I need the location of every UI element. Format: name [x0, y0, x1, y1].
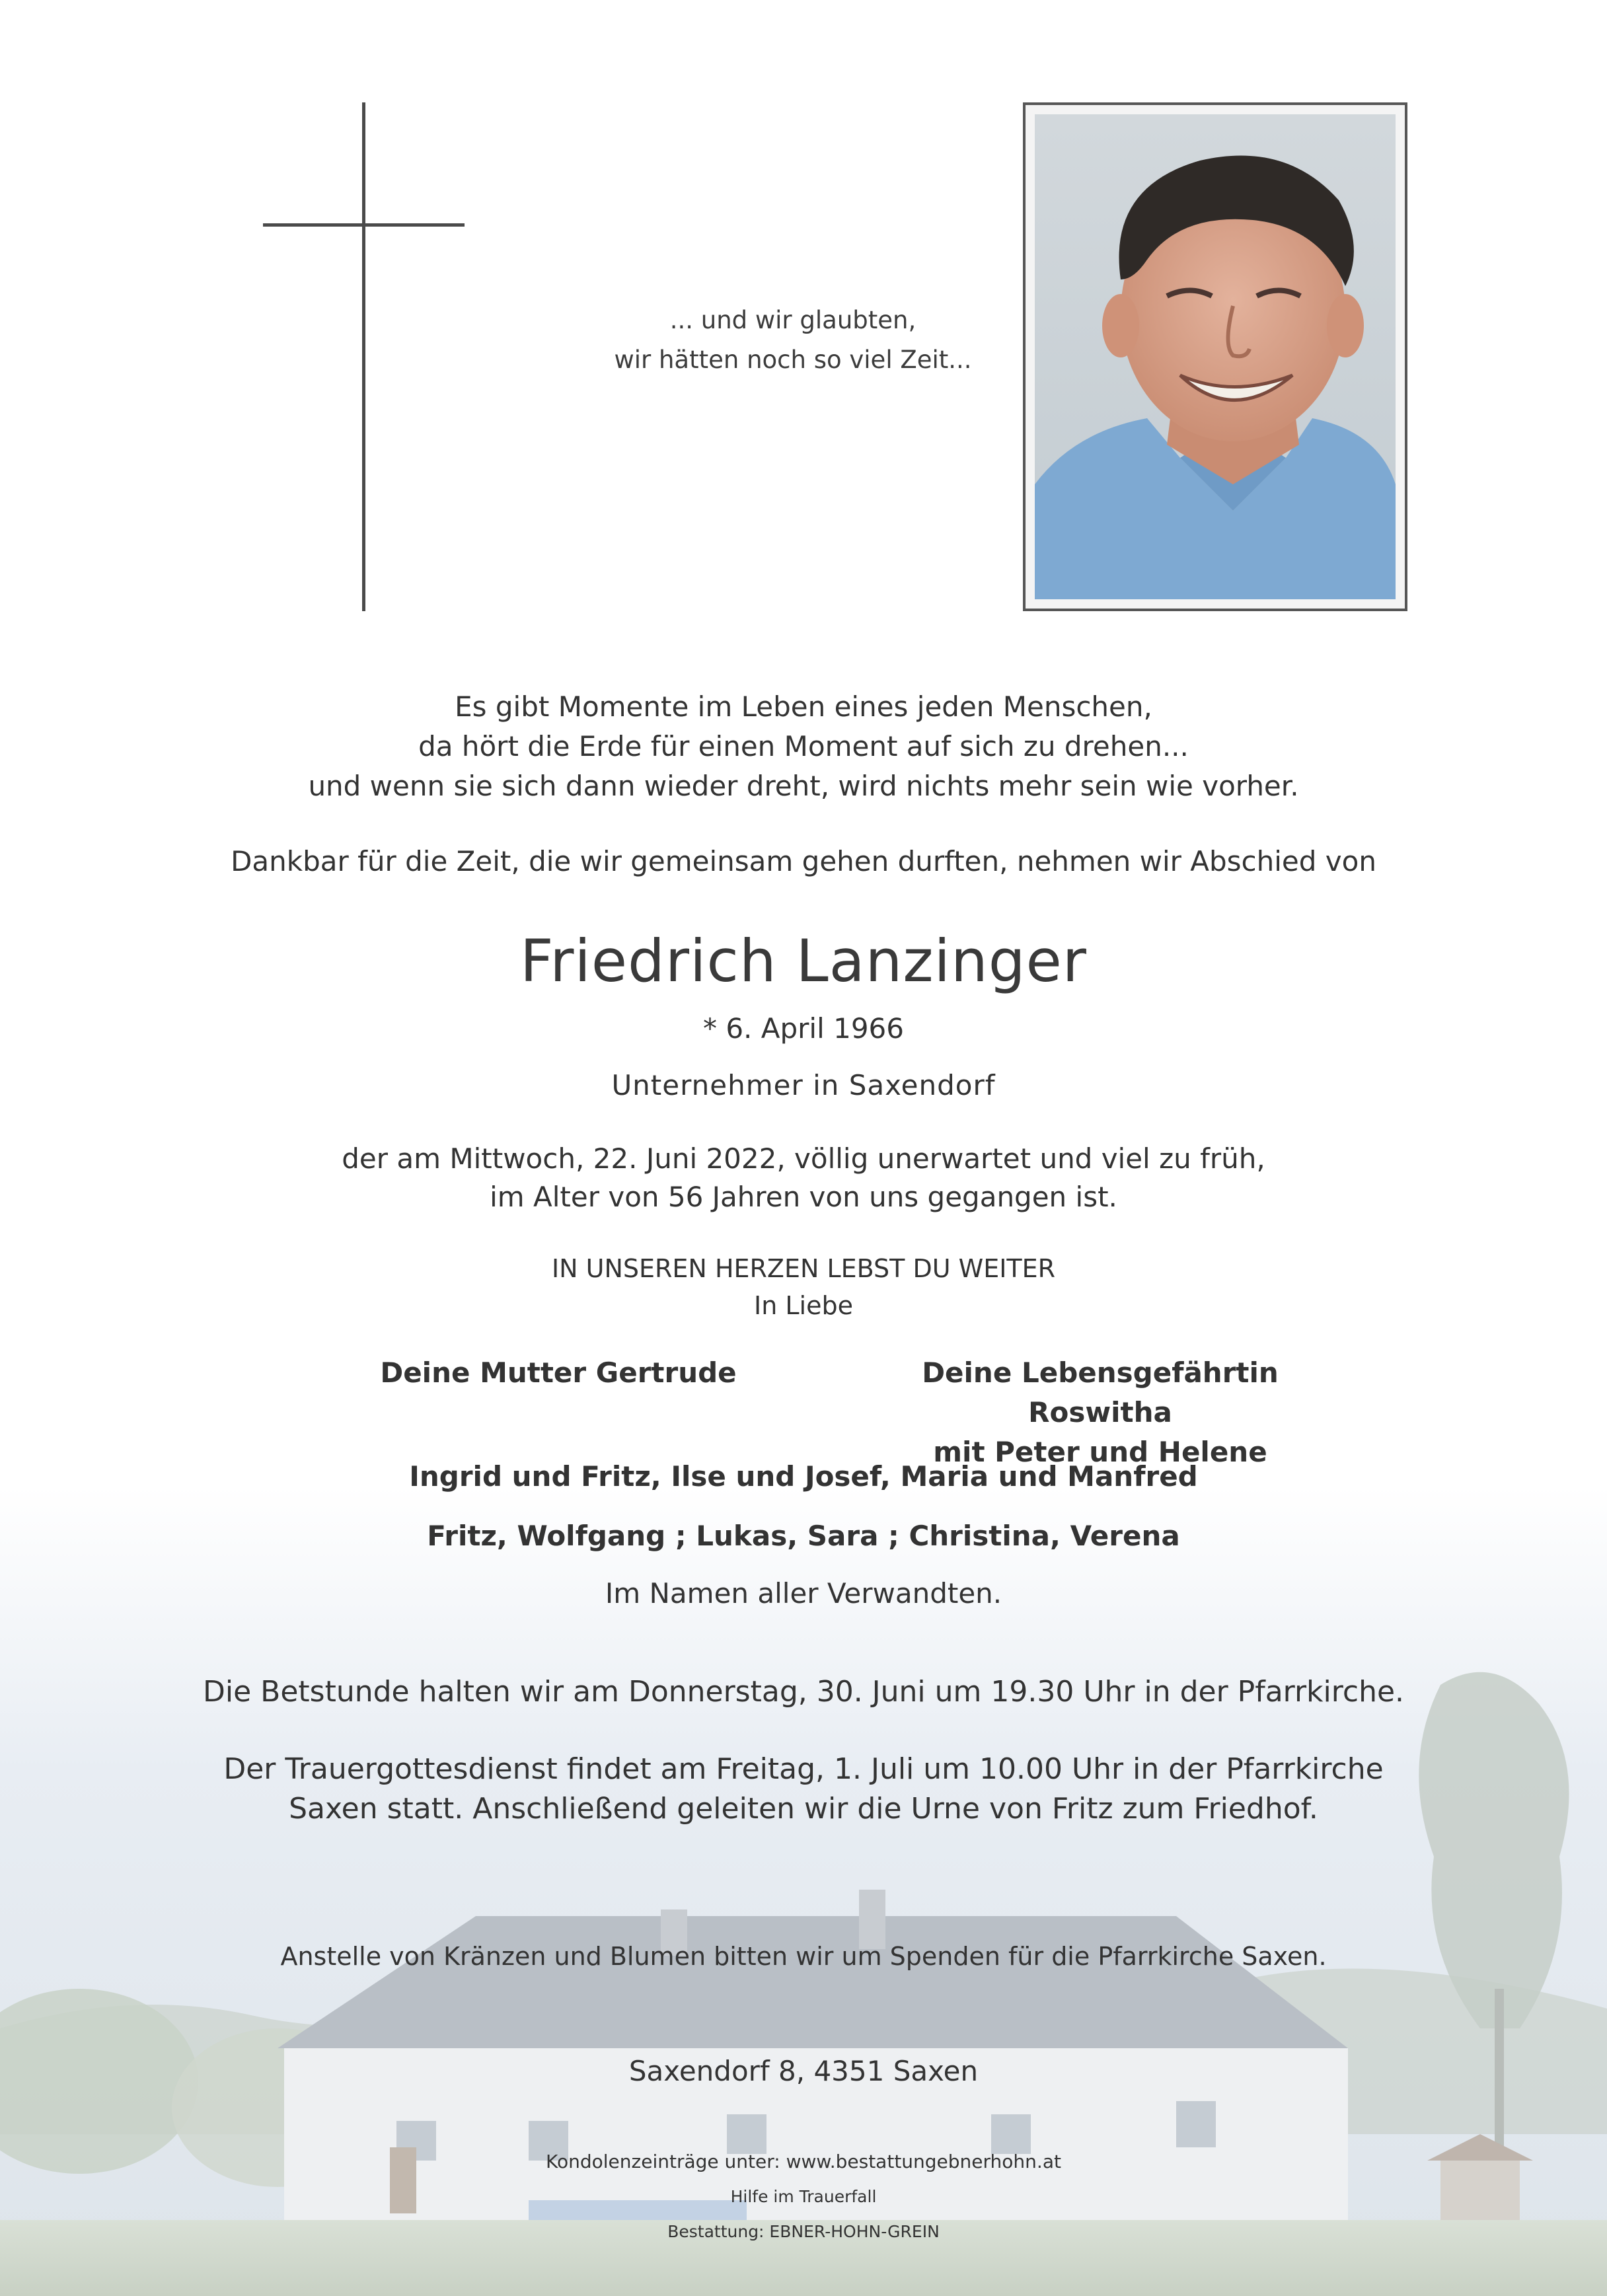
death-line-1: der am Mittwoch, 22. Juni 2022, völlig unerwartet und viel zu früh,	[342, 1142, 1265, 1175]
address: Saxendorf 8, 4351 Saxen	[628, 2055, 979, 2087]
cross-horizontal-bar	[263, 223, 465, 227]
death-notice	[0, 1140, 1607, 1216]
family-partner-line-2: mit Peter und Helene	[933, 1436, 1267, 1468]
deceased-name: Friedrich Lanzinger	[520, 927, 1087, 995]
funeral-mass-line-2: Saxen statt. Anschließend geleiten wir die Urne von Fritz zum Friedhof.	[289, 1792, 1318, 1826]
prayer-service: Die Betstunde halten wir am Donnerstag, 30. Juni um 19.30 Uhr in der Pfarrkirche.	[202, 1675, 1405, 1709]
death-line-2: im Alter von 56 Jahren von uns gegangen ist.	[490, 1181, 1117, 1213]
family-siblings: Ingrid und Fritz, Ilse und Josef, Maria und Manfred	[409, 1460, 1198, 1493]
motto	[0, 1250, 1607, 1324]
portrait-photo	[1035, 114, 1396, 599]
occupation: Unternehmer in Saxendorf	[611, 1069, 996, 1101]
verse-line-3: und wenn sie sich dann wieder dreht, wird nichts mehr sein wie vorher.	[308, 770, 1299, 802]
funeral-mass-line-1: Der Trauergottesdienst findet am Freitag, 1. Juli um 10.00 Uhr in der Pfarrkirche	[223, 1752, 1384, 1786]
help-text: Hilfe im Trauerfall	[730, 2187, 877, 2206]
portrait-illustration	[1035, 114, 1396, 599]
family-nephews: Fritz, Wolfgang ; Lukas, Sara ; Christina, Verena	[427, 1520, 1180, 1552]
verse-line-1: Es gibt Momente im Leben eines jeden Menschen,	[455, 690, 1152, 723]
family-partner-line-1: Deine Lebensgefährtin Roswitha	[922, 1356, 1279, 1428]
family-partner	[846, 1353, 1355, 1472]
quote	[581, 301, 1004, 380]
undertaker: Bestattung: EBNER-HOHN-GREIN	[667, 2222, 940, 2241]
motto-line-1: IN UNSEREN HERZEN LEBST DU WEITER	[551, 1254, 1056, 1283]
donation-note: Anstelle von Kränzen und Blumen bitten wir um Spenden für die Pfarrkirche Saxen.	[280, 1942, 1327, 1971]
verse-line-2: da hört die Erde für einen Moment auf sich zu drehen...	[418, 730, 1189, 762]
family-mother: Deine Mutter Gertrude	[380, 1356, 737, 1389]
motto-line-2: In Liebe	[754, 1291, 853, 1320]
portrait-frame	[1023, 102, 1407, 611]
funeral-mass	[0, 1750, 1607, 1829]
quote-line-2: wir hätten noch so viel Zeit...	[614, 346, 972, 374]
relatives-line: Im Namen aller Verwandten.	[605, 1577, 1002, 1610]
condolence-link[interactable]: Kondolenzeinträge unter: www.bestattungebnerhohn.at	[546, 2151, 1061, 2172]
cross-vertical-bar	[362, 102, 365, 611]
quote-line-1: ... und wir glaubten,	[669, 306, 916, 334]
thanks-text: Dankbar für die Zeit, die wir gemeinsam gehen durften, nehmen wir Abschied von	[231, 845, 1376, 877]
verse	[0, 687, 1607, 806]
birth-date: * 6. April 1966	[702, 1012, 904, 1045]
